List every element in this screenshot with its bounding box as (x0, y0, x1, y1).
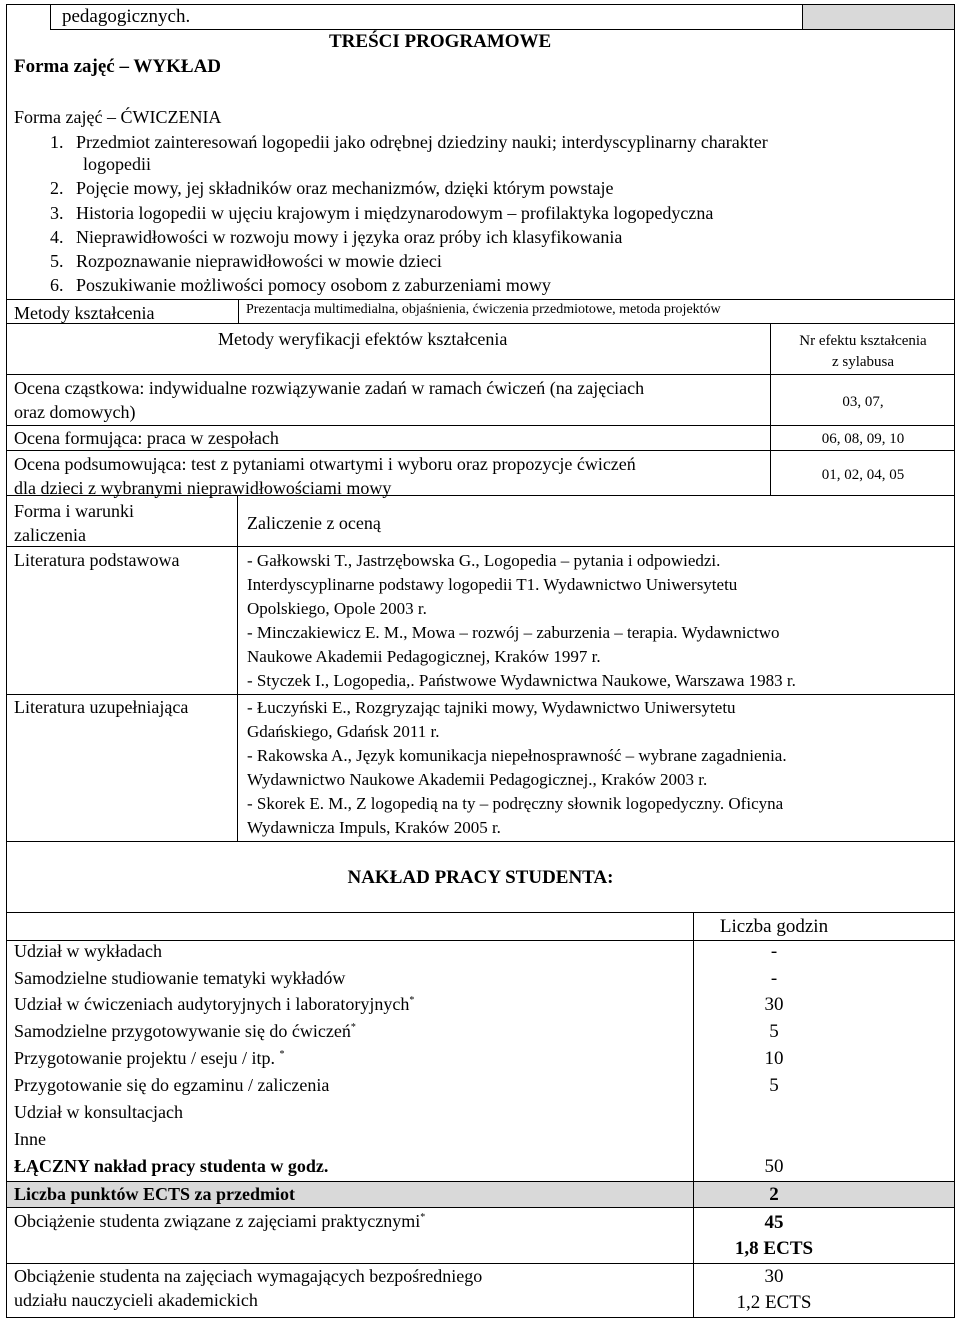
list-item: Gdańskiego, Gdańsk 2011 r. (247, 722, 440, 741)
topic-list (50, 131, 940, 296)
list-item: - Gałkowski T., Jastrzębowska G., Logopedia – pytania i odpowiedzi. (247, 551, 721, 570)
list-item: Opolskiego, Opole 2003 r. (247, 599, 427, 618)
nr-header-1: Nr efektu kształcenia (799, 333, 927, 349)
direct-label-2: udziału nauczycieli akademickich (14, 1290, 258, 1310)
direct-value-ects: 1,2 ECTS (736, 1292, 812, 1313)
list-item: - Rakowska A., Język komunikacja niepełnosprawność – wybrane zagadnienia. (247, 746, 787, 765)
workload-row-label: Udział w ćwiczeniach audytoryjnych i laboratoryjnych* (14, 994, 415, 1014)
workload-row-label: Udział w wykładach (14, 941, 162, 961)
credit-label-1: Forma i warunki (14, 501, 134, 521)
form-exercises: Forma zajęć – ĆWICZENIA (14, 107, 222, 127)
hours-header: Liczba godzin (719, 916, 829, 937)
list-item: 2. Pojęcie mowy, jej składników oraz mechanizmów, dzięki którym powstaje (50, 178, 614, 198)
practical-value-ects: 1,8 ECTS (734, 1238, 814, 1259)
form-lecture: Forma zajęć – WYKŁAD (14, 56, 222, 77)
divider (6, 495, 955, 496)
direct-label-1: Obciążenie studenta na zajęciach wymagających bezpośredniego (14, 1266, 483, 1286)
practical-value-hours: 45 (764, 1212, 784, 1233)
workload-row-label: Samodzielne studiowanie tematyki wykładów (14, 968, 346, 988)
list-item: 3. Historia logopedii w ujęciu krajowym i międzynarodowym – profilaktyka logopedyczna (50, 203, 714, 223)
credit-label-2: zaliczenia (14, 525, 86, 545)
verification-row-3-nr: 01, 02, 04, 05 (821, 467, 905, 483)
lit-basic-label: Literatura podstawowa (14, 550, 180, 570)
divider (6, 912, 955, 913)
lit-basic-list (247, 549, 947, 693)
previous-text: pedagogicznych. (62, 6, 191, 27)
shaded-cell (803, 5, 954, 29)
lit-extra-list (247, 696, 947, 840)
divider (6, 374, 955, 375)
divider (6, 841, 955, 842)
list-item-continuation: logopedii (83, 154, 151, 174)
list-item: 6. Poszukiwanie możliwości pomocy osobom z zaburzeniami mowy (50, 275, 551, 295)
workload-row-label: Przygotowanie projektu / eseju / itp. * (14, 1048, 285, 1068)
credit-value: Zaliczenie z oceną (247, 513, 381, 533)
workload-row-value: 5 (769, 1021, 779, 1042)
workload-row-label: Samodzielne przygotowywanie się do ćwiczeń* (14, 1021, 356, 1041)
divider (238, 299, 239, 323)
divider (6, 1263, 955, 1264)
total-label: ŁĄCZNY nakład pracy studenta w godz. (14, 1156, 329, 1176)
list-item: - Skorek E. M., Z logopedią na ty – podręczny słownik logopedyczny. Oficyna (247, 794, 784, 813)
verification-header: Metody weryfikacji efektów kształcenia (218, 329, 508, 349)
divider (6, 450, 955, 451)
workload-row-value: - (770, 968, 778, 989)
list-item: Interdyscyplinarne podstawy logopedii T1. Wydawnictwo Uniwersytetu (247, 575, 738, 594)
list-item: Naukowe Akademii Pedagogicznej, Kraków 1997 r. (247, 647, 601, 666)
workload-row-value: 5 (769, 1075, 779, 1096)
list-item: Wydawnictwo Naukowe Akademii Pedagogicznej., Kraków 2003 r. (247, 770, 708, 789)
verification-row-1-line-1: Ocena cząstkowa: indywidualne rozwiązywanie zadań w ramach ćwiczeń (na zajęciach (14, 378, 645, 398)
workload-row-label: Przygotowanie się do egzaminu / zaliczenia (14, 1075, 330, 1095)
list-item: - Łuczyński E., Rozgryzając tajniki mowy, Wydawnictwo Uniwersytetu (247, 698, 736, 717)
divider (6, 1207, 955, 1208)
list-item: 1. Przedmiot zainteresowań logopedii jako odrębnej dziedziny nauki; interdyscyplinarny charakter (50, 132, 768, 152)
section-title: TREŚCI PROGRAMOWE (329, 31, 552, 52)
verification-row-2: Ocena formująca: praca w zespołach (14, 428, 279, 448)
methods-label: Metody kształcenia (14, 303, 155, 323)
workload-row-value: - (770, 941, 778, 962)
methods-value: Prezentacja multimedialna, objaśnienia, ćwiczenia przedmiotowe, metoda projektów (246, 302, 721, 317)
ects-value: 2 (769, 1184, 779, 1205)
workload-row-value: 10 (764, 1048, 784, 1069)
divider (6, 323, 955, 324)
verification-row-3-line-1: Ocena podsumowująca: test z pytaniami otwartymi i wyboru oraz propozycje ćwiczeń (14, 454, 636, 474)
total-value: 50 (764, 1156, 784, 1177)
divider (6, 425, 955, 426)
list-item: - Styczek I., Logopedia,. Państwowe Wydawnictwa Naukowe, Warszawa 1983 r. (247, 671, 796, 690)
list-item: 4. Nieprawidłowości w rozwoju mowy i języka oraz próby ich klasyfikowania (50, 227, 623, 247)
direct-value-hours: 30 (764, 1266, 784, 1287)
divider (6, 546, 955, 547)
divider (6, 694, 955, 695)
workload-row-label: Inne (14, 1129, 46, 1149)
divider (50, 4, 51, 30)
list-item: Wydawnicza Impuls, Kraków 2005 r. (247, 818, 501, 837)
lit-extra-label: Literatura uzupełniająca (14, 697, 189, 717)
list-item: 5. Rozpoznawanie nieprawidłowości w mowie dzieci (50, 251, 442, 271)
verification-row-2-nr: 06, 08, 09, 10 (821, 431, 905, 447)
verification-row-3-line-2: dla dzieci z wybranymi nieprawidłowościami mowy (14, 478, 392, 498)
verification-row-1-line-2: oraz domowych) (14, 402, 136, 422)
workload-row-label: Udział w konsultacjach (14, 1102, 183, 1122)
practical-label: Obciążenie studenta związane z zajęciami praktycznymi* (14, 1211, 426, 1231)
list-item: - Minczakiewicz E. M., Mowa – rozwój – zaburzenia – terapia. Wydawnictwo (247, 623, 780, 642)
workload-row-value: 30 (764, 994, 784, 1015)
ects-label: Liczba punktów ECTS za przedmiot (14, 1184, 296, 1204)
verification-row-1-nr: 03, 07, (842, 394, 884, 410)
nr-header-2: z sylabusa (831, 354, 895, 370)
workload-title: NAKŁAD PRACY STUDENTA: (347, 867, 614, 888)
